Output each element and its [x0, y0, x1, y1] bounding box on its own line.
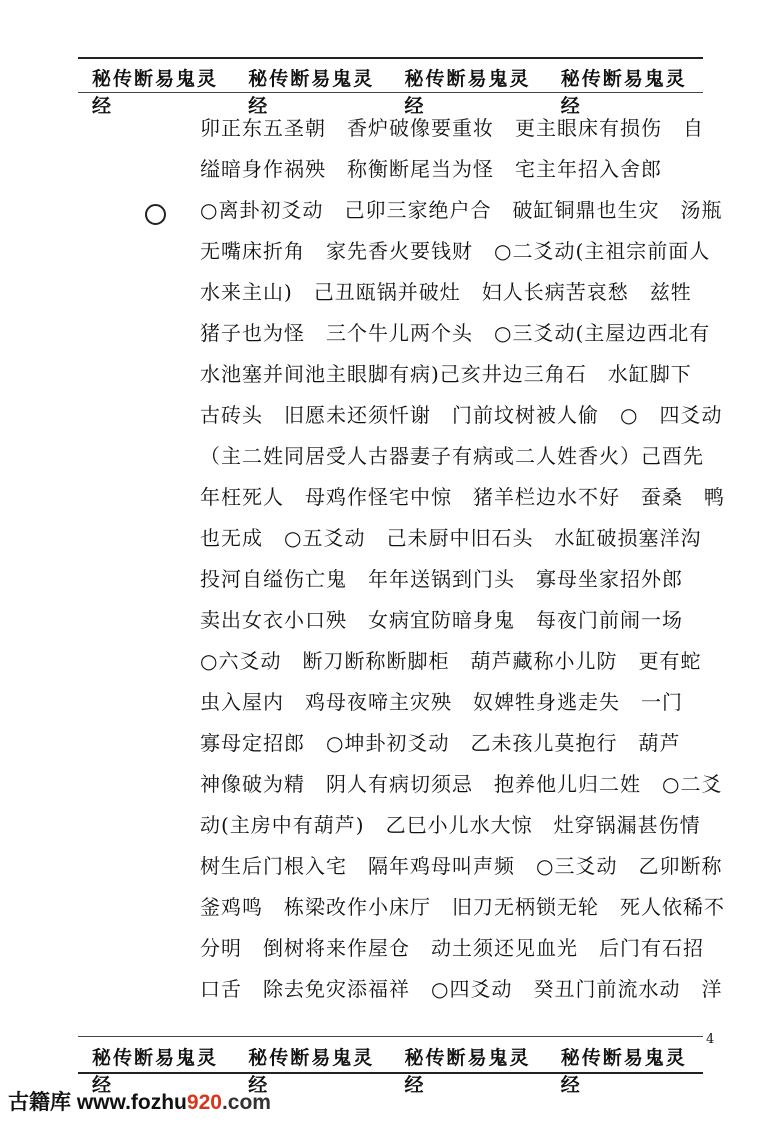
- watermark-site-name: 古籍库: [8, 1091, 71, 1114]
- text-line: 水来主山) 己丑瓯锅并破灶 妇人长病苦哀愁 兹牲: [200, 280, 692, 304]
- footer-rule-bottom: [78, 1072, 703, 1074]
- text-line: 神像破为精 阴人有病切须忌 抱养他儿归二姓 ○二爻: [200, 772, 723, 796]
- text-line: 卯正东五圣朝 香炉破像要重妆 更主眼床有损伤 自: [200, 116, 704, 140]
- watermark-url-suffix: .com: [221, 1091, 271, 1114]
- text-line: 猪子也为怪 三个牛儿两个头 ○三爻动(主屋边西北有: [200, 321, 711, 345]
- footer-banner-text: 秘传断易鬼灵经: [92, 1047, 219, 1096]
- header-rule-top: [78, 57, 703, 59]
- text-line: 口舌 除去免灾添福祥 ○四爻动 癸丑门前流水动 洋: [200, 977, 723, 1001]
- text-line: ○六爻动 断刀断称断脚柜 葫芦藏称小儿防 更有蛇: [200, 649, 702, 673]
- text-line: 也无成 ○五爻动 己未厨中旧石头 水缸破损塞洋沟: [200, 526, 702, 550]
- site-watermark: [8, 1086, 271, 1116]
- text-line: 投河自缢伤亡鬼 年年送锅到门头 寡母坐家招外郎: [200, 567, 683, 591]
- text-line: 树生后门根入宅 隔年鸡母叫声频 ○三爻动 乙卯断称: [200, 854, 723, 878]
- body-text: [200, 108, 725, 1010]
- text-line: 釜鸡鸣 栋梁改作小床厅 旧刀无柄锁无轮 死人依稀不: [200, 895, 725, 919]
- circle-mark-icon: [145, 204, 166, 225]
- text-line: 寡母定招郎 ○坤卦初爻动 乙未孩儿莫抱行 葫芦: [200, 731, 681, 755]
- text-line: 卖出女衣小口殃 女病宜防暗身鬼 每夜门前闹一场: [200, 608, 683, 632]
- page-number: 4: [706, 1032, 715, 1047]
- text-line: 分明 倒树将来作屋仓 动土须还见血光 后门有石招: [200, 936, 704, 960]
- header-banner-text: 秘传断易鬼灵经: [92, 68, 219, 117]
- header-banner-text: 秘传断易鬼灵经: [404, 68, 531, 117]
- footer-rule-top: [78, 1036, 703, 1037]
- text-line: 动(主房中有葫芦) 乙巳小儿水大惊 灶穿锅漏甚伤情: [200, 813, 701, 837]
- footer-banner-text: 秘传断易鬼灵经: [560, 1047, 687, 1096]
- text-line: 古砖头 旧愿未还须忏谢 门前坟树被人偷 ○ 四爻动: [200, 403, 723, 427]
- footer-banner-text: 秘传断易鬼灵经: [248, 1047, 375, 1096]
- text-line: 水池塞并间池主眼脚有病)己亥井边三角石 水缸脚下: [200, 362, 692, 386]
- header-rule-bottom: [78, 92, 703, 93]
- header-banner-text: 秘传断易鬼灵经: [248, 68, 375, 117]
- text-line: 缢暗身作祸殃 称衡断尾当为怪 宅主年招入舍郎: [200, 157, 662, 181]
- text-line: 虫入屋内 鸡母夜啼主灾殃 奴婢牲身逃走失 一门: [200, 690, 683, 714]
- watermark-url-number: 920: [186, 1091, 222, 1114]
- text-line: 无嘴床折角 家先香火要钱财 ○二爻动(主祖宗前面人: [200, 239, 711, 263]
- text-line: 年枉死人 母鸡作怪宅中惊 猪羊栏边水不好 蚕桑 鸭: [200, 485, 725, 509]
- text-line: （主二姓同居受人古器妻子有病或二人姓香火）己酉先: [200, 444, 704, 468]
- text-line: ○离卦初爻动 己卯三家绝户合 破缸铜鼎也生灾 汤瓶: [200, 198, 723, 222]
- watermark-url-prefix: www.fozhu: [76, 1091, 187, 1114]
- footer-banner-text: 秘传断易鬼灵经: [404, 1047, 531, 1096]
- header-banner-text: 秘传断易鬼灵经: [560, 68, 687, 117]
